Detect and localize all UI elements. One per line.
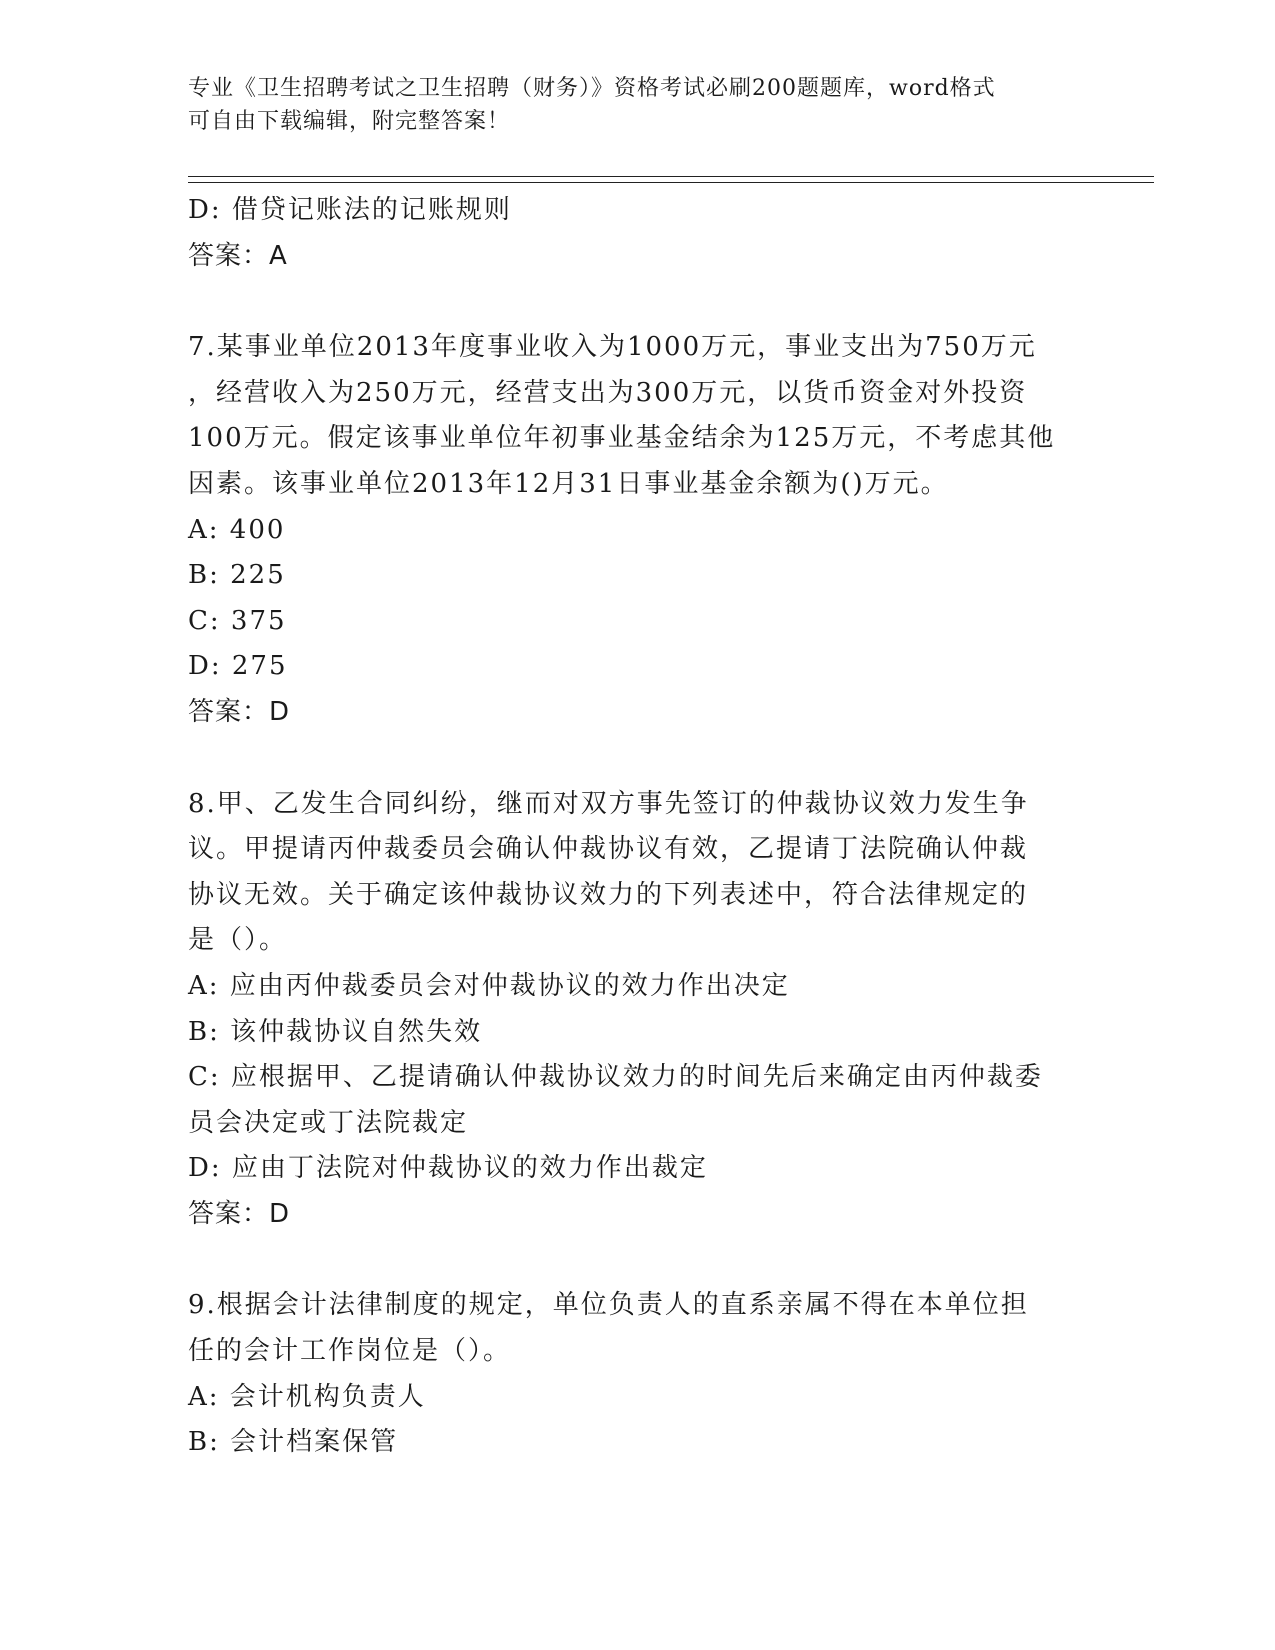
question-stem-line: 9.根据会计法律制度的规定，单位负责人的直系亲属不得在本单位担 — [188, 1290, 1029, 1321]
option-d: D: 借贷记账法的记账规则 — [188, 195, 512, 225]
option-c: C: 375 — [188, 605, 287, 636]
answer-label: 答案：D — [188, 696, 291, 727]
question-stem-line: 议。甲提请丙仲裁委员会确认仲裁协议有效，乙提请丁法院确认仲裁 — [188, 834, 1029, 865]
option-b: B: 该仲裁协议自然失效 — [188, 1016, 483, 1047]
question-7 — [188, 325, 1088, 735]
option-b: B: 225 — [188, 560, 286, 591]
question-stem-line: 协议无效。关于确定该仲裁协议效力的下列表述中，符合法律规定的 — [188, 879, 1029, 910]
header-line-2: 可自由下载编辑，附完整答案！ — [188, 109, 511, 134]
option-d: D: 275 — [188, 651, 288, 682]
question-8 — [188, 782, 1088, 1238]
spacer — [188, 279, 1088, 325]
answer-label: 答案：D — [188, 1198, 291, 1229]
spacer — [188, 736, 1088, 782]
option-c-continued: 员会决定或丁法院裁定 — [188, 1107, 469, 1138]
document-body — [188, 188, 1088, 1466]
question-stem-line: 100万元。假定该事业单位年初事业基金结余为125万元，不考虑其他 — [188, 423, 1056, 454]
question-stem-line: 因素。该事业单位2013年12月31日事业基金余额为()万元。 — [188, 468, 949, 499]
option-b: B: 会计档案保管 — [188, 1427, 399, 1458]
header-rule-top — [188, 176, 1154, 177]
option-a: A: 400 — [188, 514, 286, 545]
question-6-tail — [188, 188, 1088, 279]
question-9 — [188, 1283, 1088, 1465]
option-c: C: 应根据甲、乙提请确认仲裁协议效力的时间先后来确定由丙仲裁委 — [188, 1062, 1043, 1093]
header-line-1: 专业《卫生招聘考试之卫生招聘（财务）》资格考试必刷200题题库，word格式 — [188, 76, 996, 101]
question-stem-line: 任的会计工作岗位是（）。 — [188, 1336, 512, 1367]
question-stem-line: ，经营收入为250万元，经营支出为300万元，以货币资金对外投资 — [188, 377, 1028, 408]
page-header — [188, 72, 1108, 138]
option-d: D: 应由丁法院对仲裁协议的效力作出裁定 — [188, 1153, 708, 1184]
answer-label: 答案：A — [188, 240, 288, 271]
question-stem-line: 8.甲、乙发生合同纠纷，继而对双方事先签订的仲裁协议效力发生争 — [188, 788, 1029, 819]
header-rule-bottom — [188, 182, 1154, 183]
option-a: A: 应由丙仲裁委员会对仲裁协议的效力作出决定 — [188, 970, 790, 1001]
spacer — [188, 1237, 1088, 1283]
question-stem-line: 是（）。 — [188, 925, 288, 956]
option-a: A: 会计机构负责人 — [188, 1381, 426, 1412]
question-stem-line: 7.某事业单位2013年度事业收入为1000万元，事业支出为750万元 — [188, 332, 1037, 363]
